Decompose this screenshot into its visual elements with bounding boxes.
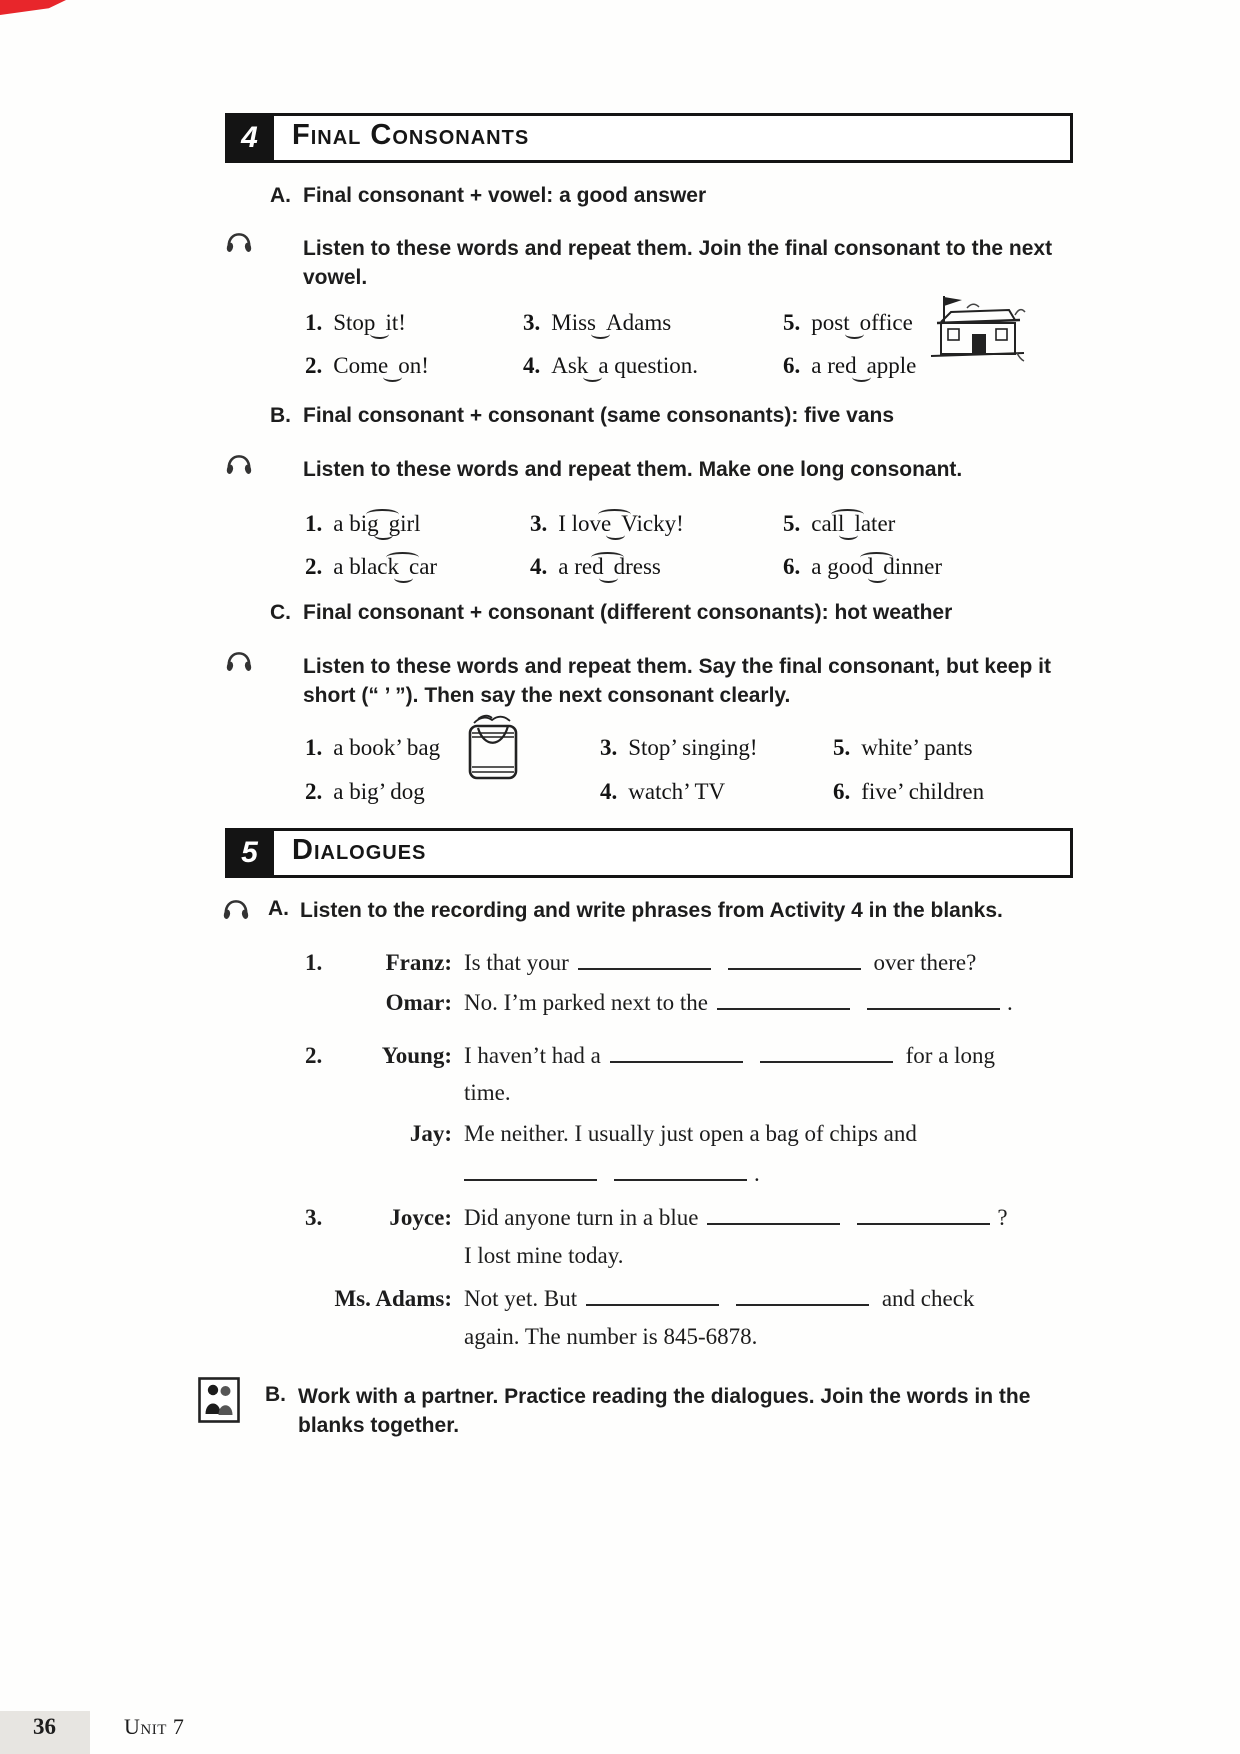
part-c-label: C. <box>270 601 291 624</box>
dialogue-line <box>464 1121 1104 1147</box>
line-text: Me neither. I usually just open a bag of chips and <box>464 1121 917 1146</box>
word-post: girl <box>388 511 421 536</box>
page-number: 36 <box>33 1714 56 1739</box>
speaker-omar: Omar: <box>385 990 452 1015</box>
word-item-b6 <box>783 551 942 580</box>
word-item-b1 <box>305 508 421 537</box>
part-a-heading: Final consonant + vowel: a good answer <box>303 184 707 207</box>
word-item-c1 <box>305 735 440 761</box>
dialogue-line <box>464 1043 1104 1069</box>
line-text: I lost mine today. <box>464 1243 624 1268</box>
item-number: 2. <box>305 353 323 378</box>
dialogue-line <box>464 1286 1104 1312</box>
section5-title: Dialogues <box>292 834 427 866</box>
item-number: 4. <box>530 554 548 579</box>
line-text: . <box>1006 990 1013 1015</box>
item-number: 6. <box>783 353 801 378</box>
part-a-instruction: Listen to these words and repeat them. Join the final consonant to the next vowel. <box>303 237 1053 289</box>
word-pre: Come <box>333 353 389 378</box>
speaker-ms-adams: Ms. Adams: <box>334 1286 452 1311</box>
dialogue-line <box>464 1324 1104 1350</box>
answer-blank <box>707 1220 840 1225</box>
section5-header-bar <box>225 828 1073 878</box>
partner-icon <box>198 1377 240 1423</box>
headphones-icon <box>225 453 253 477</box>
dialogues-b-label: B. <box>265 1383 286 1406</box>
speaker-franz: Franz: <box>385 950 452 975</box>
item-number: 6. <box>783 554 801 579</box>
line-text: again. The number is 845-6878. <box>464 1324 758 1349</box>
word-text: watch’ TV <box>628 779 726 804</box>
word-item-a2 <box>305 350 429 379</box>
line-text: for a long <box>905 1043 996 1068</box>
word-item-a5 <box>783 307 913 336</box>
word-pre: a red <box>811 353 857 378</box>
word-item-a4 <box>523 350 698 379</box>
answer-blank <box>614 1176 747 1181</box>
line-text: Not yet. But <box>464 1286 578 1311</box>
word-text: five’ children <box>861 779 985 804</box>
word-text: Stop’ singing! <box>628 735 758 760</box>
item-number: 2. <box>305 779 323 804</box>
answer-blank <box>578 965 711 970</box>
item-number: 1. <box>305 511 323 536</box>
line-text: No. I’m parked next to the <box>464 990 708 1015</box>
answer-blank <box>760 1058 893 1063</box>
dialogue2-number: 2. <box>305 1043 323 1068</box>
book-bag-illustration <box>462 710 524 782</box>
linking-arc-icon <box>388 350 398 373</box>
linking-arc-icon <box>596 307 606 330</box>
line-text: . <box>754 1161 760 1186</box>
linking-arc-icon <box>850 307 860 330</box>
answer-blank <box>728 965 861 970</box>
line-text: Did anyone turn in a blue <box>464 1205 699 1230</box>
word-pre: I love <box>558 511 612 536</box>
dialogues-b-instruction: Work with a partner. Practice reading the dialogues. Join the words in the blanks together. <box>298 1385 1031 1437</box>
word-item-c3 <box>600 735 758 761</box>
headphones-icon <box>222 898 250 922</box>
scan-corner-artifact <box>0 0 66 15</box>
word-post: apple <box>866 353 917 378</box>
item-number: 4. <box>600 779 618 804</box>
word-post: on! <box>398 353 429 378</box>
section5-number-badge: 5 <box>225 828 274 878</box>
answer-blank <box>717 1005 850 1010</box>
linking-arc-icon <box>379 508 389 531</box>
word-post: later <box>854 511 896 536</box>
word-item-c6 <box>833 779 984 805</box>
part-c-heading: Final consonant + consonant (different consonants): hot weather <box>303 601 953 624</box>
answer-blank <box>857 1220 990 1225</box>
item-number: 1. <box>305 735 323 760</box>
line-text: ? <box>997 1205 1008 1230</box>
word-text: white’ pants <box>861 735 973 760</box>
word-pre: call <box>811 511 845 536</box>
item-number: 6. <box>833 779 851 804</box>
post-office-illustration <box>927 293 1027 365</box>
word-post: car <box>409 554 438 579</box>
word-text: a book’ bag <box>333 735 441 760</box>
item-number: 4. <box>523 353 541 378</box>
dialogues-a-instruction: Listen to the recording and write phrases from Activity 4 in the blanks. <box>300 899 1003 922</box>
word-item-b5 <box>783 508 895 537</box>
word-item-b2 <box>305 551 437 580</box>
dialogue-line <box>464 1243 1104 1269</box>
linking-arc-icon <box>588 350 598 373</box>
word-post: a question. <box>598 353 698 378</box>
word-post: office <box>859 310 913 335</box>
speaker-young: Young: <box>381 1043 452 1068</box>
line-text: and check <box>881 1286 975 1311</box>
linking-arc-icon <box>604 551 614 574</box>
dialogue-line <box>464 950 1104 976</box>
linking-arc-icon <box>375 307 385 330</box>
linking-arc-icon <box>399 551 409 574</box>
item-number: 1. <box>305 310 323 335</box>
section4-header-bar <box>225 113 1073 163</box>
speaker-joyce: Joyce: <box>389 1205 452 1230</box>
word-item-c5 <box>833 735 973 761</box>
section4-number-badge: 4 <box>225 113 274 163</box>
linking-arc-icon <box>857 350 867 373</box>
item-number: 3. <box>530 511 548 536</box>
unit-label: Unit 7 <box>124 1714 185 1739</box>
part-b-heading: Final consonant + consonant (same consonants): five vans <box>303 404 895 427</box>
word-pre: a big <box>333 511 379 536</box>
line-text: I haven’t had a <box>464 1043 601 1068</box>
item-number: 5. <box>833 735 851 760</box>
answer-blank <box>867 1005 1000 1010</box>
headphones-icon <box>225 231 253 255</box>
answer-blank <box>464 1176 597 1181</box>
linking-arc-icon <box>873 551 883 574</box>
word-pre: a good <box>811 554 874 579</box>
answer-blank <box>736 1301 869 1306</box>
word-pre: Stop <box>333 310 376 335</box>
line-text: Is that your <box>464 950 569 975</box>
word-item-b4 <box>530 551 661 580</box>
item-number: 5. <box>783 310 801 335</box>
dialogue-line <box>464 1080 1104 1106</box>
word-item-a1 <box>305 307 406 336</box>
part-a-label: A. <box>270 184 291 207</box>
word-post: dinner <box>883 554 942 579</box>
item-number: 3. <box>600 735 618 760</box>
item-number: 2. <box>305 554 323 579</box>
word-text: a big’ dog <box>333 779 425 804</box>
word-item-c2 <box>305 779 425 805</box>
line-text: over there? <box>873 950 977 975</box>
answer-blank <box>610 1058 743 1063</box>
word-post: dress <box>613 554 661 579</box>
word-post: it! <box>385 310 406 335</box>
word-pre: post <box>811 310 850 335</box>
dialogues-a-label: A. <box>268 897 289 920</box>
linking-arc-icon <box>611 508 621 531</box>
word-item-c4 <box>600 779 725 805</box>
word-pre: Miss <box>551 310 596 335</box>
dialogue3-number: 3. <box>305 1205 323 1230</box>
part-b-label: B. <box>270 404 291 427</box>
linking-arc-icon <box>844 508 854 531</box>
dialogue1-number: 1. <box>305 950 323 975</box>
word-post: Vicky! <box>621 511 684 536</box>
speaker-jay: Jay: <box>409 1121 452 1146</box>
word-item-b3 <box>530 508 684 537</box>
part-c-instruction: Listen to these words and repeat them. Say the final consonant, but keep it short (“ ’ ”). Then say the next consonant clearly. <box>303 655 1051 707</box>
word-post: Adams <box>606 310 672 335</box>
word-item-a6 <box>783 350 916 379</box>
word-pre: a black <box>333 554 400 579</box>
part-b-instruction: Listen to these words and repeat them. Make one long consonant. <box>303 458 963 481</box>
section4-title: Final Consonants <box>292 119 530 151</box>
headphones-icon <box>225 650 253 674</box>
word-pre: Ask <box>551 353 589 378</box>
answer-blank <box>586 1301 719 1306</box>
item-number: 5. <box>783 511 801 536</box>
item-number: 3. <box>523 310 541 335</box>
word-pre: a red <box>558 554 604 579</box>
line-text: time. <box>464 1080 511 1105</box>
dialogue-line <box>464 1205 1104 1231</box>
word-item-a3 <box>523 307 671 336</box>
dialogue-line <box>464 990 1104 1016</box>
dialogue-line <box>464 1161 1104 1187</box>
